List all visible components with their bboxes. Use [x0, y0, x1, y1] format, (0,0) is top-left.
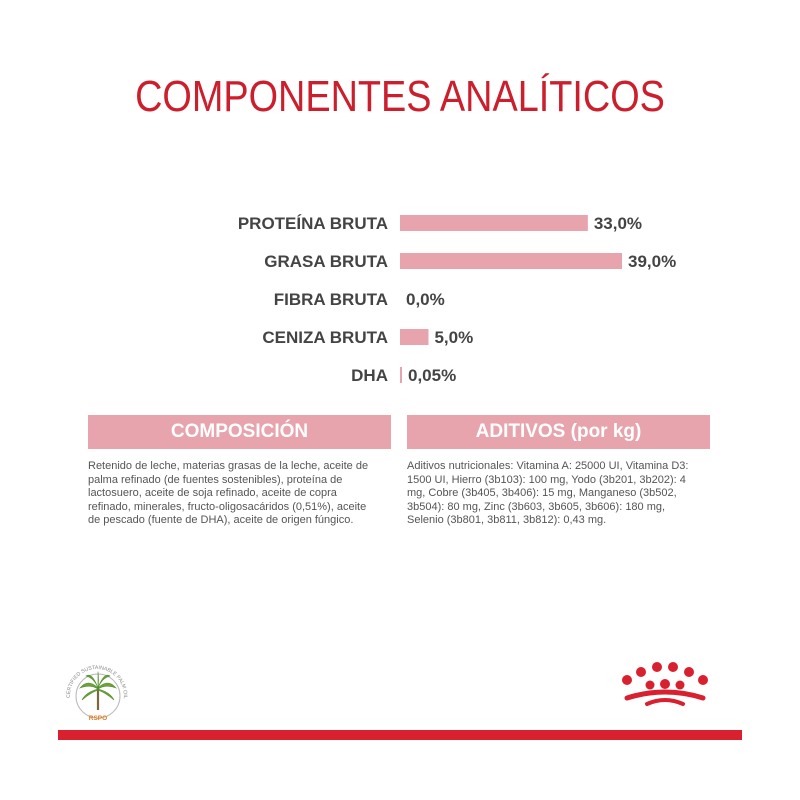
aditivos-text: Aditivos nutricionales: Vitamina A: 25000 UI, Vitamina D3: 1500 UI, Hierro (3b103): 100 mg, Yodo (3b201, 3b202): 4 mg, Cobre (3b405, 3b406): 15 mg, Manganeso (3b502, 3b504): 80 mg, Zinc (3b603, 3b605, 3b606): 180 mg, Selenio (3b801, 3b811, 3b812): 0,43 mg. [407, 460, 689, 526]
category-label: DHA [351, 366, 388, 385]
composicion-text: Retenido de leche, materias grasas de la leche, aceite de palma refinado (de fuentes sostenibles), proteína de lactosuero, aceite de soja refinado, aceite de copra refinado, minerales, fructo-oligosacáridos (0,51%), aceite de pescado (fuente de DHA), aceite de origen fúngico. [88, 460, 369, 526]
bar [400, 367, 402, 383]
category-label: GRASA BRUTA [264, 252, 388, 271]
page-title: COMPONENTES ANALÍTICOS [135, 72, 665, 121]
rspo-label: RSPO [88, 715, 108, 722]
category-label: PROTEÍNA BRUTA [237, 214, 388, 233]
category-label: CENIZA BRUTA [262, 328, 388, 347]
footer-red-bar [58, 730, 742, 740]
category-label: FIBRA BRUTA [273, 290, 388, 309]
bar [400, 215, 588, 231]
analytical-components-chart [0, 195, 800, 395]
rspo-ring-text: CERTIFIED SUSTAINABLE PALM OIL [65, 664, 128, 699]
composicion-heading: COMPOSICIÓN [88, 415, 391, 449]
bar [400, 253, 622, 269]
rspo-logo [58, 658, 136, 726]
value-label: 39,0% [628, 252, 677, 271]
value-label: 0,0% [406, 290, 445, 309]
bar [400, 329, 428, 345]
value-label: 5,0% [434, 328, 474, 347]
royal-crown-icon [617, 660, 715, 716]
value-label: 0,05% [408, 366, 457, 385]
aditivos-heading: ADITIVOS (por kg) [407, 415, 710, 449]
value-label: 33,0% [593, 214, 643, 233]
